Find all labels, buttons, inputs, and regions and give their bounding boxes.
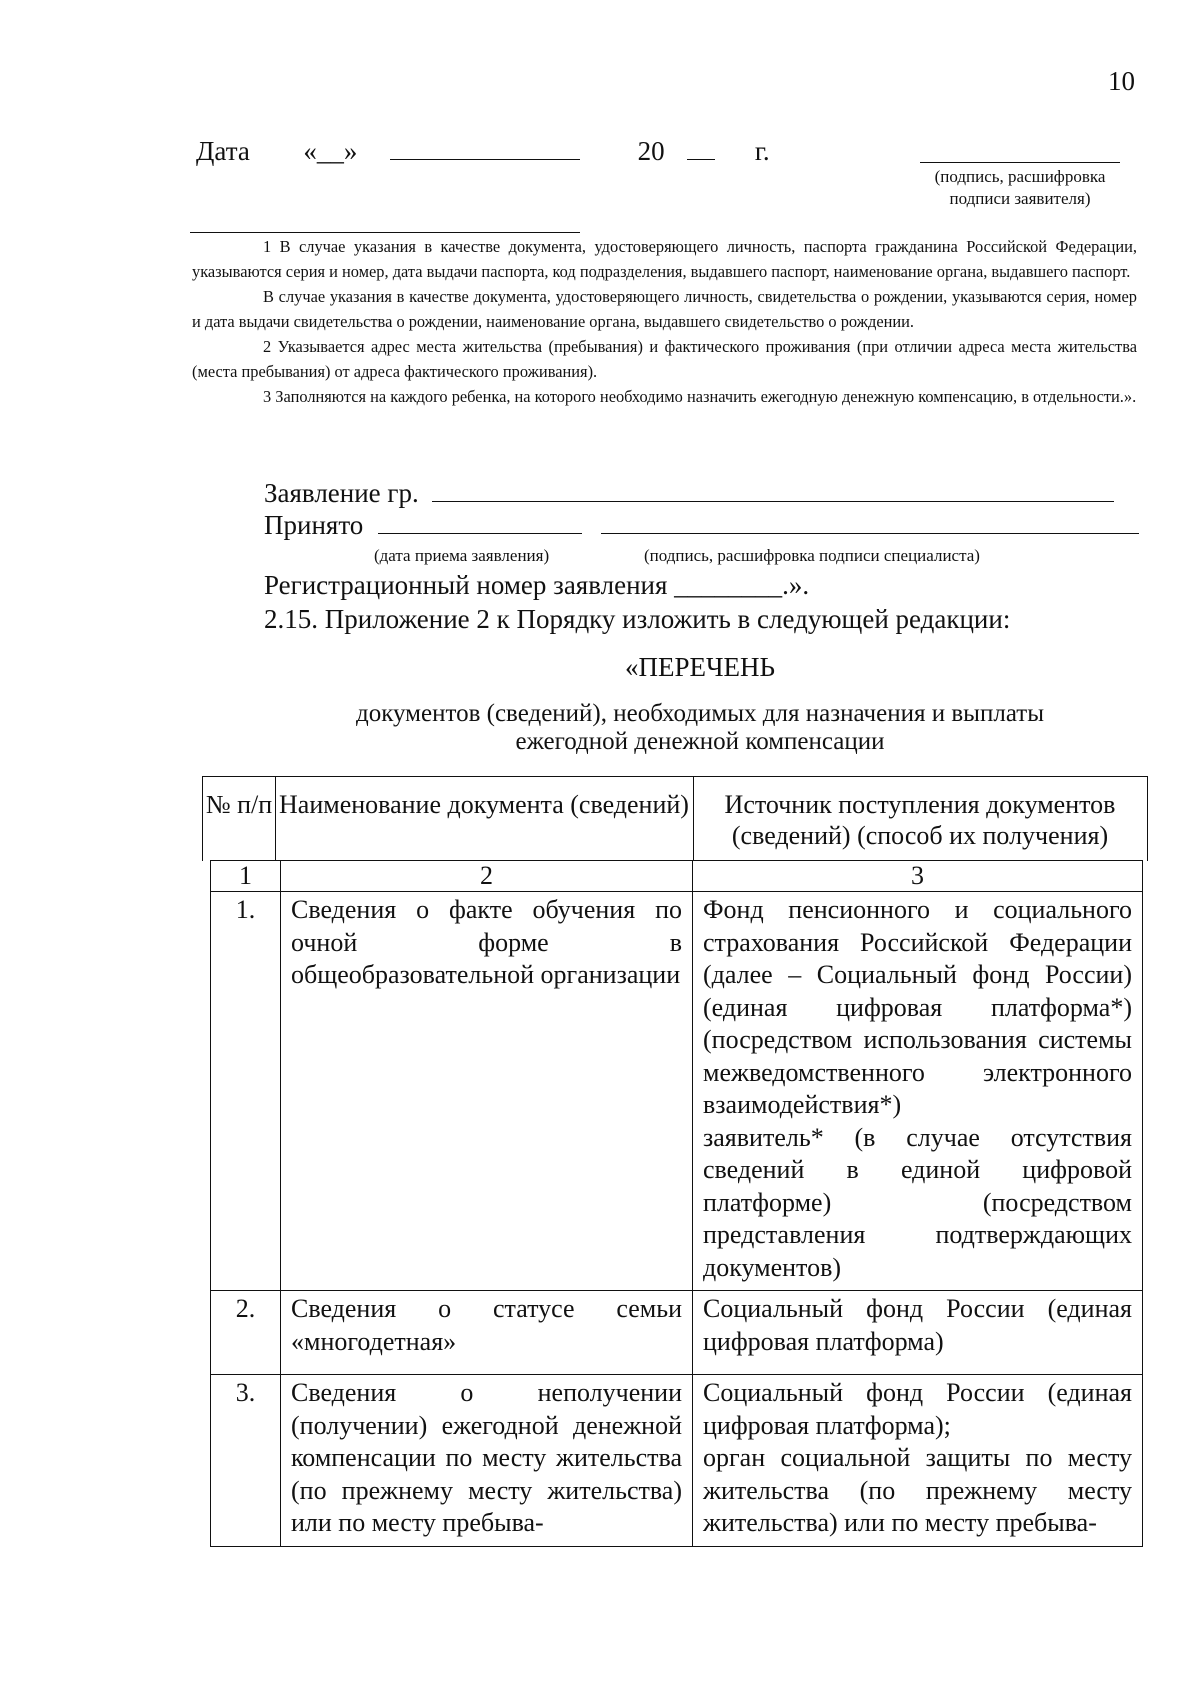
date-day: «__» (303, 136, 358, 166)
registration-suffix: ________.». (674, 570, 810, 600)
table-row (211, 1291, 1143, 1375)
application-label: Заявление гр. (264, 478, 419, 508)
row-num: 2. (211, 1291, 281, 1375)
amendment-text: 2.15. Приложение 2 к Порядку изложить в следующей редакции: (264, 604, 1011, 634)
header-num: № п/п (203, 777, 276, 861)
row-name: Сведения о неполучении (получении) ежегодной денежной компенсации по месту жительства (по прежнему месту жительства) или по месту пребыва- (281, 1375, 693, 1547)
row-source: Социальный фонд России (единая цифровая платформа); орган социальной защиты по месту жительства (по прежнему месту жительства) или по месту пребыва- (693, 1375, 1143, 1547)
footnote-1: 1 В случае указания в качестве документа, удостоверяющего личность, паспорта гражданина Российской Федерации, указываются серия и номер, дата выдачи паспорта, код подразделения, выдавшего паспорт, наименование органа, выдавшего паспорт. (192, 237, 1137, 281)
accepted-date-caption: (дата приема заявления) (374, 546, 550, 565)
table-row (211, 1375, 1143, 1547)
footnote-3: 3 Заполняются на каждого ребенка, на которого необходимо назначить ежегодную денежную компенсацию, в отдельности.». (263, 387, 1137, 406)
row-source: Социальный фонд России (единая цифровая платформа) (693, 1291, 1143, 1375)
footnote-1-cont: В случае указания в качестве документа, удостоверяющего личность, свидетельства о рождении, указываются серия, номер и дата выдачи свидетельства о рождении, наименование органа, выдавшего свидетельство о рождении. (192, 287, 1137, 331)
header-name: Наименование документа (сведений) (275, 777, 694, 861)
documents-table (210, 860, 1143, 1547)
row-num: 3. (211, 1375, 281, 1547)
table-header (202, 776, 1148, 861)
date-year-suffix: г. (754, 136, 770, 166)
accepted-label: Принято (264, 510, 364, 540)
applicant-signature-caption: (подпись, расшифровка подписи заявителя) (934, 167, 1106, 208)
page-number: 10 (1108, 66, 1135, 96)
date-year-prefix: 20 (637, 136, 665, 166)
list-title: «ПЕРЕЧЕНЬ (624, 652, 776, 682)
list-subtitle: документов (сведений), необходимых для назначения и выплаты ежегодной денежной компенсации (356, 700, 1044, 755)
header-source: Источник поступления документов (сведений) (способ их получения) (724, 790, 1116, 850)
footnotes (192, 234, 1137, 409)
row-name: Сведения о факте обучения по очной форме в общеобразовательной организации (281, 892, 693, 1291)
registration-label: Регистрационный номер заявления (264, 570, 668, 600)
accepted-signature-caption: (подпись, расшифровка подписи специалиста) (644, 546, 980, 565)
date-row (196, 136, 770, 167)
table-row (211, 892, 1143, 1291)
date-label: Дата (196, 136, 250, 166)
registration-line (264, 570, 809, 601)
footnote-2: 2 Указывается адрес места жительства (пребывания) и фактического проживания (при отличии адреса места жительства (места пребывания) от адреса фактического проживания). (192, 337, 1137, 381)
index-row: 1 2 3 (211, 861, 1143, 892)
row-num: 1. (211, 892, 281, 1291)
row-name: Сведения о статусе семьи «многодетная» (281, 1291, 693, 1375)
application-line (264, 478, 1114, 509)
footnote-separator (190, 232, 580, 233)
applicant-signature-line (920, 162, 1120, 163)
accepted-line (264, 510, 1139, 541)
row-source: Фонд пенсионного и социального страхования Российской Федерации (далее – Социальный фонд России) (единая цифровая платформа*) (посредством использования системы межведомственного электронного взаимодействия*) заявитель* (в случае отсутствия сведений в единой цифровой платформе) (посредством представления подтверждающих документов) (693, 892, 1143, 1291)
